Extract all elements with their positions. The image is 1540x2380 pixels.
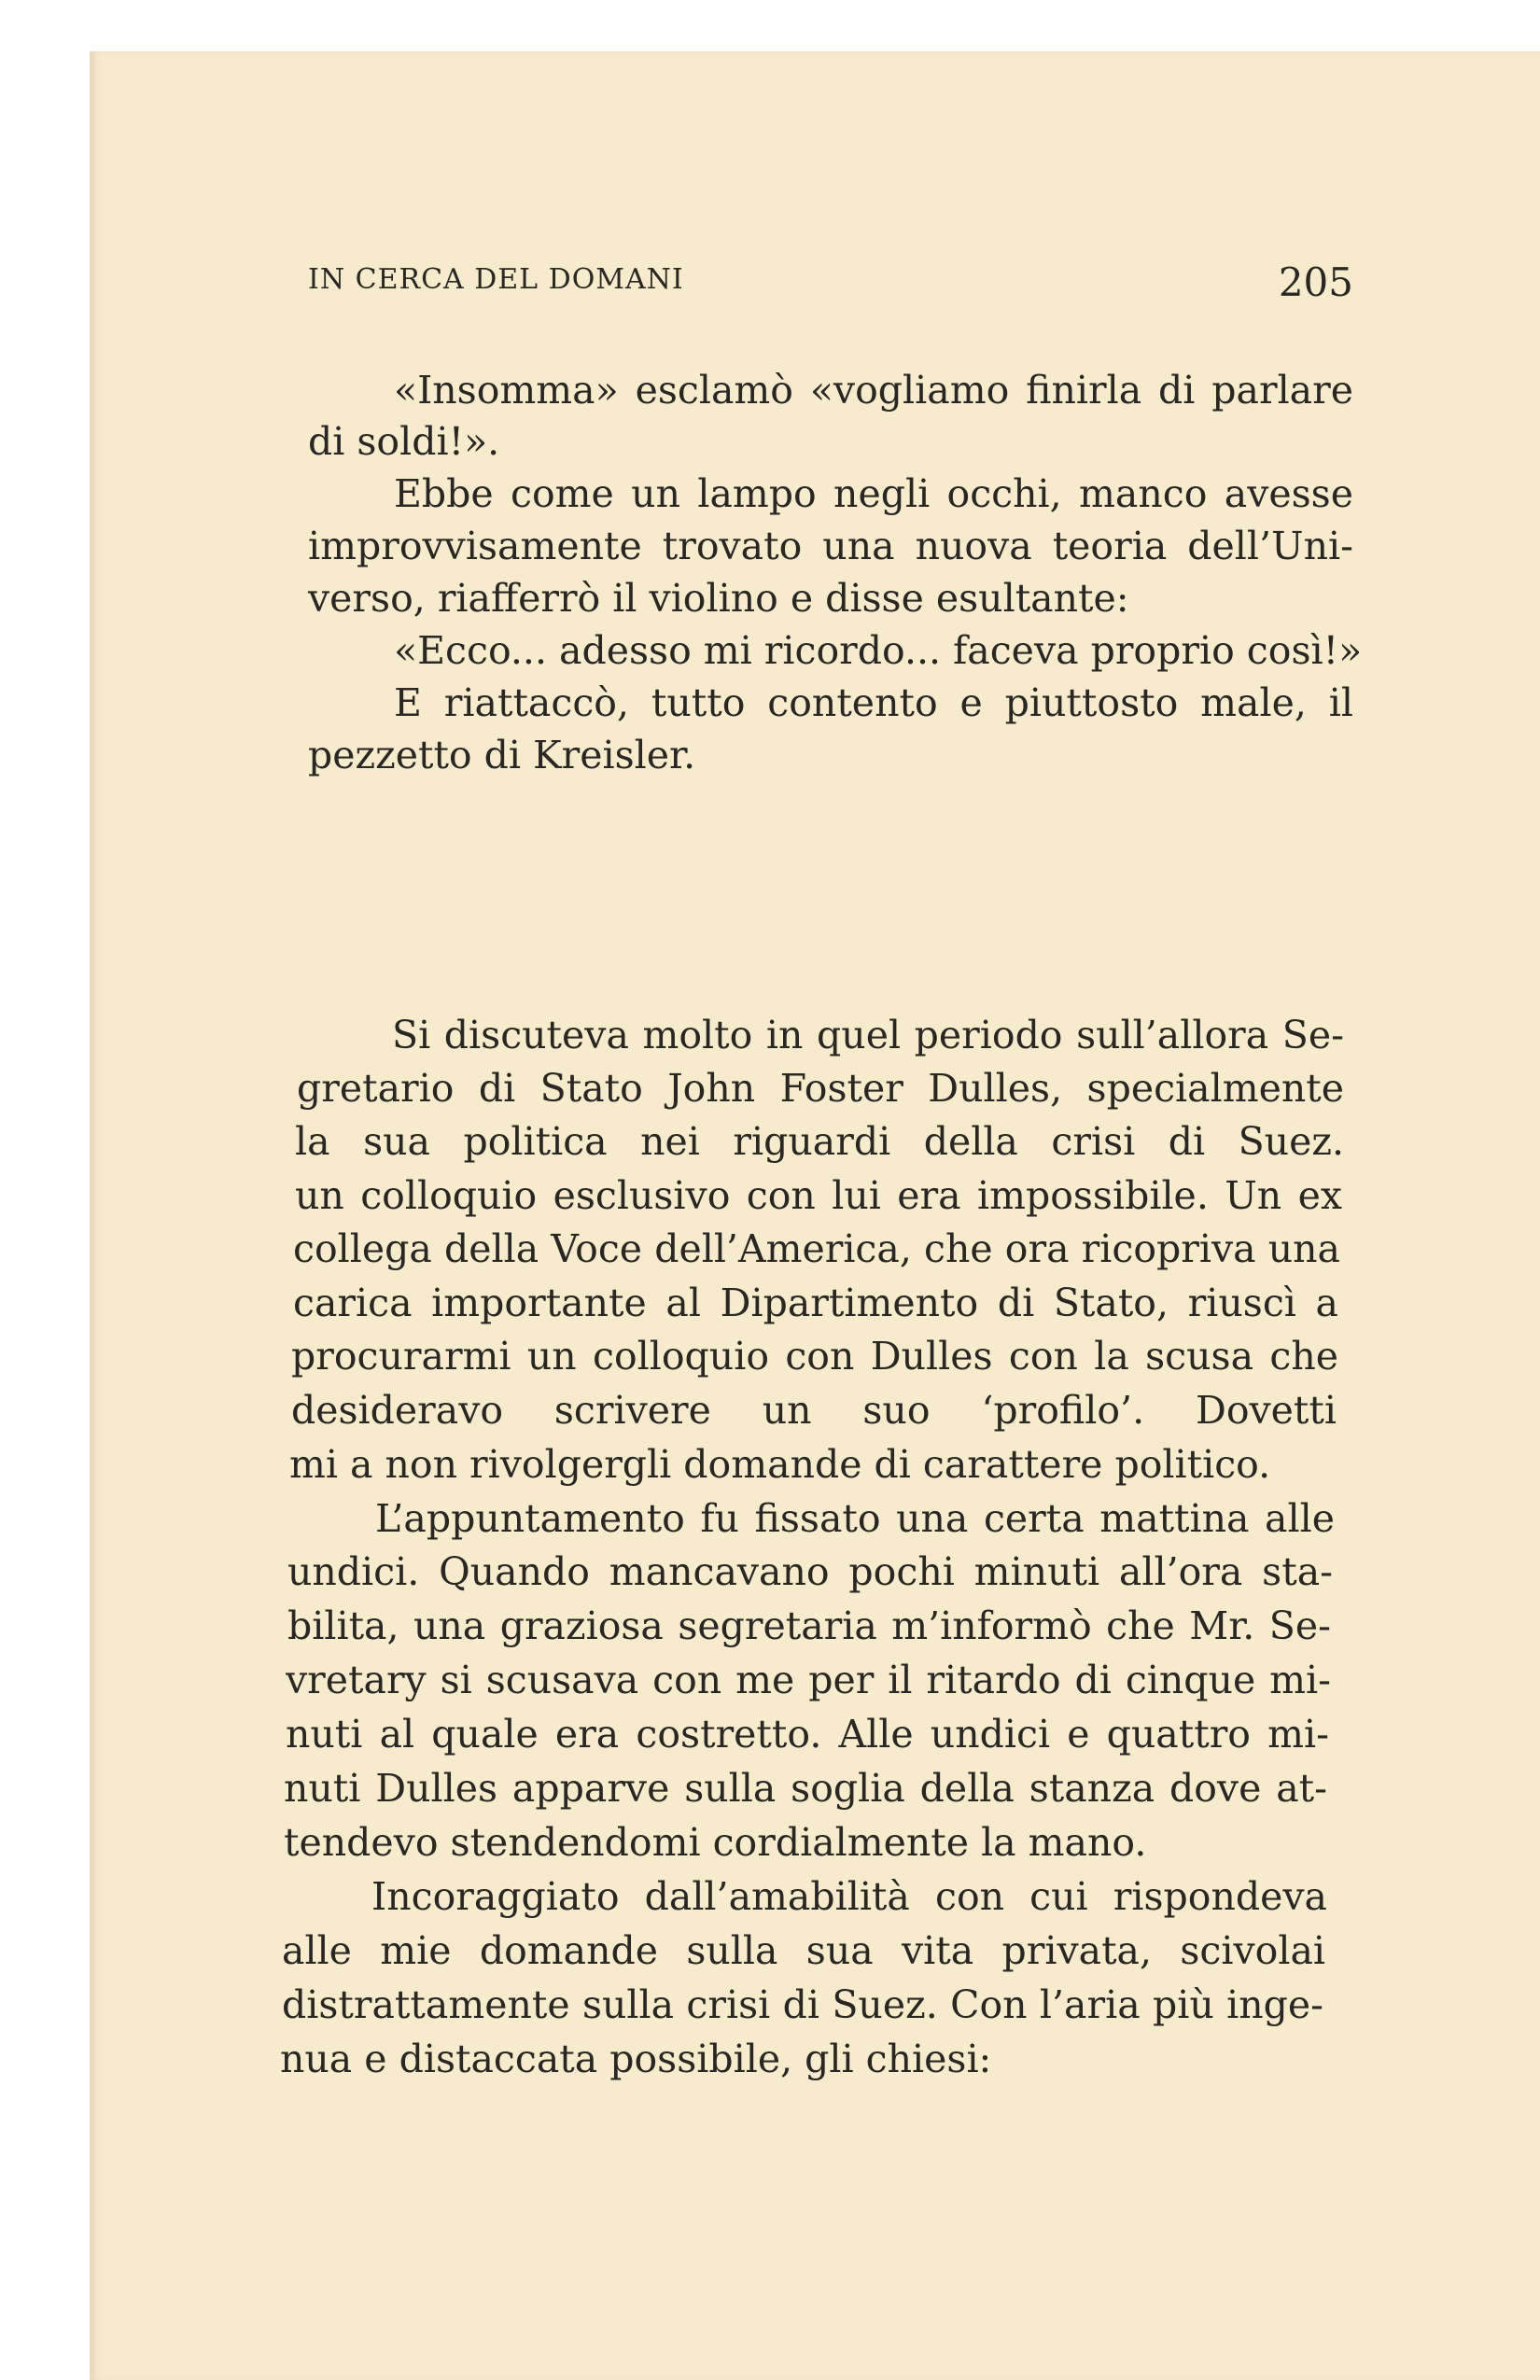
text-line: tendevo stendendomi cordialmente la mano. [284,1820,1147,1865]
text-line: bilita, una graziosa segretaria m’informò che Mr. Se- [287,1603,1331,1648]
text-line: nuti Dulles apparve sulla soglia della stanza dove at- [284,1766,1327,1811]
text-line: verso, riafferrò il violino e disse esultante: [308,576,1129,621]
text-line: di soldi!». [308,419,500,464]
text-line: nua e distaccata possibile, gli chiesi: [280,2037,992,2081]
text-line: pezzetto di Kreisler. [308,733,696,777]
text-line: Si discuteva molto in quel periodo sull’allora Se- [392,1013,1344,1057]
text-line: procurarmi un colloquio con Dulles con la scusa che [291,1334,1338,1379]
text-line: Incoraggiato dall’amabilità con cui rispondeva [371,1874,1327,1919]
text-line: desideravo scrivere un suo ‘profilo’. Dovetti [291,1388,1337,1433]
text-line: collega della Voce dell’America, che ora ricopriva una [293,1226,1340,1271]
text-line: «Insomma» esclamò «vogliamo finirla di parlare [394,368,1353,413]
text-line: carica importante al Dipartimento di Stato, riuscì a [293,1281,1338,1325]
text-line: distrattamente sulla crisi di Suez. Con l’aria più inge- [282,1982,1323,2027]
text-line: L’appuntamento fu fissato una certa mattina alle [375,1496,1335,1541]
text-line: Ebbe come un lampo negli occhi, manco avesse [394,471,1353,516]
text-line: la sua politica nei riguardi della crisi di Suez. [295,1119,1344,1164]
text-line: alle mie domande sulla sua vita privata, scivolai [282,1928,1325,1973]
text-line: E riattaccò, tutto contento e piuttosto male, il [394,680,1353,725]
text-line: un colloquio esclusivo con lui era impossibile. Un ex [295,1173,1342,1218]
text-line: gretario di Stato John Foster Dulles, specialmente [297,1066,1344,1111]
text-line: vretary si scusava con me per il ritardo di cinque mi- [286,1658,1331,1702]
page-number: 205 [1278,259,1353,305]
text-line: improvvisamente trovato una nuova teoria dell’Uni- [308,524,1353,568]
text-line: mi a non rivolgergli domande di carattere politico. [289,1442,1271,1487]
text-line: undici. Quando mancavano pochi minuti all’ora sta- [287,1549,1333,1594]
text-line: nuti al quale era costretto. Alle undici e quattro mi- [286,1712,1329,1757]
running-head [308,259,1353,306]
text-line: «Ecco... adesso mi ricordo... faceva proprio così!» [394,628,1363,673]
running-head-title: IN CERCA DEL DOMANI [308,263,684,296]
